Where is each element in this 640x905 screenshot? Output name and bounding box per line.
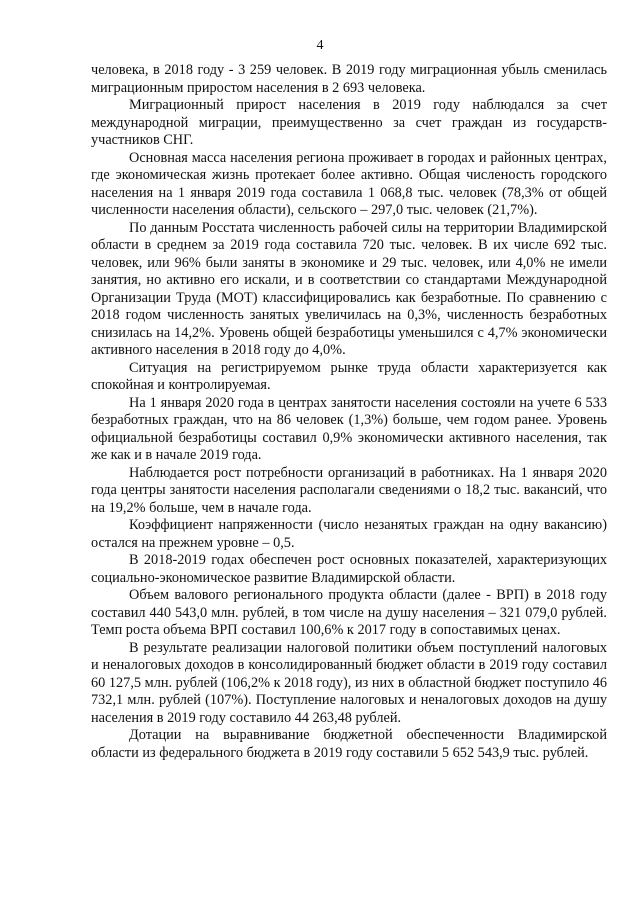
paragraph-grp: Объем валового регионального продукта области (далее - ВРП) в 2018 году составил 440 543,0 млн. рублей, в том числе на душу населения – 321 079,0 рублей. Темп роста объема ВРП составил 100,6% к 2017 году в сопоставимых ценах. xyxy=(91,587,607,638)
paragraph-migration-continued: человека, в 2018 году - 3 259 человек. В 2019 году миграционная убыль сменилась миграционным приростом населения в 2 693 человека. xyxy=(91,62,607,96)
paragraph-registered-unemployed: На 1 января 2020 года в центрах занятости населения состояли на учете 6 533 безработных граждан, что на 86 человек (1,3%) больше, чем годом ранее. Уровень официальной безработицы составил 0,9% экономически активного населения, так же как и в начале 2019 года. xyxy=(91,394,607,463)
paragraph-urban-population: Основная масса населения региона проживает в городах и районных центрах, где экономическая жизнь протекает более активно. Общая численость городского населения на 1 января 2019 года составила 1 068,8 тыс. человек (78,3% от общей численности населения области), сельского – 297,0 тыс. человек (21,7%). xyxy=(91,149,607,218)
paragraph-federal-subsidies: Дотации на выравнивание бюджетной обеспеченности Владимирской области из федерального бюджета в 2019 году составили 5 652 543,9 тыс. рублей. xyxy=(91,727,607,761)
paragraph-labour-force: По данным Росстата численность рабочей силы на территории Владимирской области в среднем за 2019 года составила 720 тыс. человек. В их числе 692 тыс. человек, или 96% были заняты в экономике и 29 тыс. человек, или 4,0% не имели занятия, но активно его искали, и в соответствии со стандартами Международной Организации Труда (МОТ) классифицировались как безработные. По сравнению с 2018 годом численность занятых увеличилась на 0,3%, численность безработных снизилась на 14,2%. Уровень общей безработицы уменьшился с 4,7% экономически активного населения в 2018 году до 4,0%. xyxy=(91,219,607,358)
paragraph-economic-growth: В 2018-2019 годах обеспечен рост основных показателей, характеризующих социально-экономическое развитие Владимирской области. xyxy=(91,552,607,586)
paragraph-vacancies: Наблюдается рост потребности организаций в работниках. На 1 января 2020 года центры занятости населения располагали сведениями о 18,2 тыс. вакансий, что на 19,2% больше, чем в начале года. xyxy=(91,464,607,516)
paragraph-tax-revenue: В результате реализации налоговой политики объем поступлений налоговых и неналоговых доходов в консолидированный бюджет области в 2019 году составил 60 127,5 млн. рублей (106,2% к 2018 году), из них в областной бюджет поступило 46 732,1 млн. рублей (107%). Поступление налоговых и неналоговых доходов на душу населения в 2019 году составило 44 263,48 рублей. xyxy=(91,639,607,726)
paragraph-migration-growth: Миграционный прирост населения в 2019 году наблюдался за счет международной миграции, преимущественно за счет граждан из государств-участников СНГ. xyxy=(91,97,607,148)
paragraph-tension-coefficient: Коэффициент напряженности (число незанятых граждан на одну вакансию) остался на прежнем уровне – 0,5. xyxy=(91,517,607,551)
page-number: 4 xyxy=(316,38,324,53)
paragraph-labour-market-situation: Ситуация на регистрируемом рынке труда области характеризуется как спокойная и контролируемая. xyxy=(91,359,607,393)
document-body xyxy=(91,62,607,762)
